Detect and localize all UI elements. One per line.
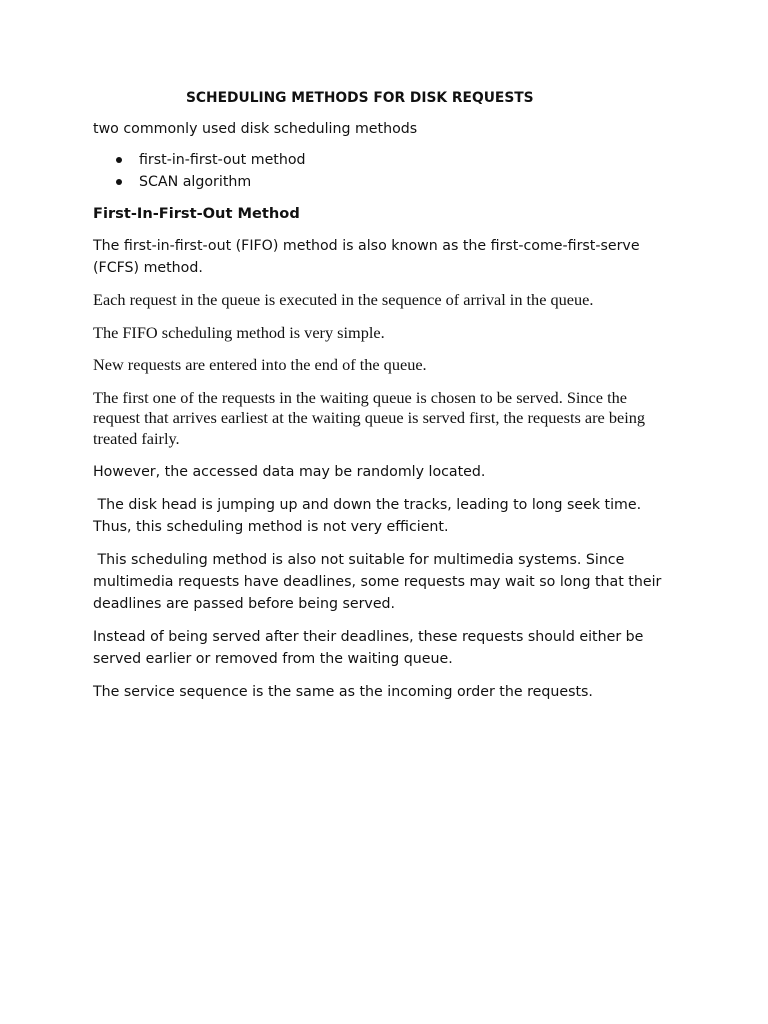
paragraph: The first-in-first-out (FIFO) method is also known as the first-come-first-serve (FCFS) method.	[93, 238, 640, 276]
method-list	[93, 149, 675, 193]
document-title: SCHEDULING METHODS FOR DISK REQUESTS	[186, 90, 534, 106]
bullet-icon	[116, 179, 122, 185]
paragraph: The service sequence is the same as the incoming order the requests.	[93, 684, 593, 700]
list-item	[93, 171, 675, 193]
paragraph: The first one of the requests in the waiting queue is chosen to be served. Since the request that arrives earliest at the waiting queue is served first, the requests are being treated fairly.	[93, 387, 646, 448]
paragraph: This scheduling method is also not suitable for multimedia systems. Since multimedia requests have deadlines, some requests may wait so long that their deadlines are passed before being served.	[93, 552, 666, 612]
list-item-label: first-in-first-out method	[139, 152, 306, 168]
section-heading: First-In-First-Out Method	[93, 205, 300, 222]
paragraph: However, the accessed data may be randomly located.	[93, 464, 486, 480]
paragraph: Instead of being served after their deadlines, these requests should either be served earlier or removed from the waiting queue.	[93, 629, 644, 667]
paragraph: The FIFO scheduling method is very simple.	[93, 322, 385, 342]
document-body	[93, 88, 675, 714]
bullet-icon	[116, 157, 122, 163]
paragraph: New requests are entered into the end of the queue.	[93, 355, 427, 374]
intro-text: two commonly used disk scheduling methods	[93, 121, 418, 137]
list-item-label: SCAN algorithm	[139, 174, 252, 190]
paragraph: Each request in the queue is executed in the sequence of arrival in the queue.	[93, 290, 594, 309]
paragraph: The disk head is jumping up and down the tracks, leading to long seek time. Thus, this scheduling method is not very efficient.	[93, 497, 646, 535]
list-item	[93, 149, 675, 171]
